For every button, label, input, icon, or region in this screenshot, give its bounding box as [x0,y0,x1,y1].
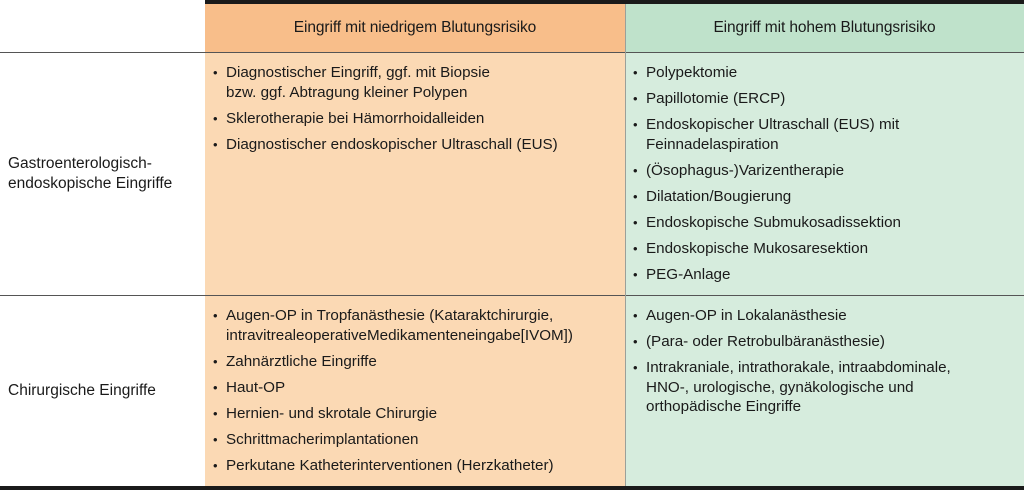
list-item: • Hernien- und skrotale Chirurgie [209,404,625,424]
row-divider [0,295,1024,296]
list-item: • Diagnostischer Eingriff, ggf. mit Biopsie bzw. ggf. Abtragung kleiner Polypen [209,63,625,102]
list-gastro-low [209,63,625,154]
list-item: • Polypektomie [629,63,1024,83]
row-label-surgery: Chirurgische Eingriffe [8,382,156,399]
list-item: • (Para- oder Retrobulbäranästhesie) [629,332,1024,352]
list-item: • Endoskopischer Ultraschall (EUS) mit Feinnadelaspiration [629,115,1024,154]
header-divider [0,52,1024,53]
list-item: • Diagnostischer endoskopischer Ultraschall (EUS) [209,135,625,155]
list-item: • Endoskopische Submukosadissektion [629,213,1024,233]
list-surgery-high [629,306,1024,417]
header-high-risk: Eingriff mit hohem Blutungsrisiko [625,4,1024,52]
row-label-gastro: Gastroenterologisch- endoskopische Eingriffe [8,155,173,192]
list-item: • Perkutane Katheterinterventionen (Herzkatheter) [209,456,625,476]
list-item: • Augen-OP in Tropfanästhesie (Kataraktchirurgie, intravitrealeoperativeMedikamenteneingabe[IVOM]) [209,306,625,345]
list-item: • Dilatation/Bougierung [629,187,1024,207]
cell-surgery-high [625,296,1024,486]
cell-gastro-low [205,53,625,295]
list-item: • Schrittmacherimplantationen [209,430,625,450]
list-item: • Intrakraniale, intrathorakale, intraabdominale, HNO-, urologische, gynäkologische und orthopädische Eingriffe [629,358,1024,417]
column-divider [625,4,626,486]
list-item: • Papillotomie (ERCP) [629,89,1024,109]
table-bottom-rule [0,486,1024,490]
header-low-risk: Eingriff mit niedrigem Blutungsrisiko [205,4,625,52]
list-item: • (Ösophagus-)Varizentherapie [629,161,1024,181]
list-surgery-low [209,306,625,475]
cell-surgery-low [205,296,625,486]
list-item: • Sklerotherapie bei Hämorrhoidalleiden [209,109,625,129]
list-item: • Zahnärztliche Eingriffe [209,352,625,372]
cell-gastro-high [625,53,1024,295]
list-item: • Haut-OP [209,378,625,398]
list-item: • Augen-OP in Lokalanästhesie [629,306,1024,326]
list-item: • Endoskopische Mukosaresektion [629,239,1024,259]
list-gastro-high [629,63,1024,284]
list-item: • PEG-Anlage [629,265,1024,285]
